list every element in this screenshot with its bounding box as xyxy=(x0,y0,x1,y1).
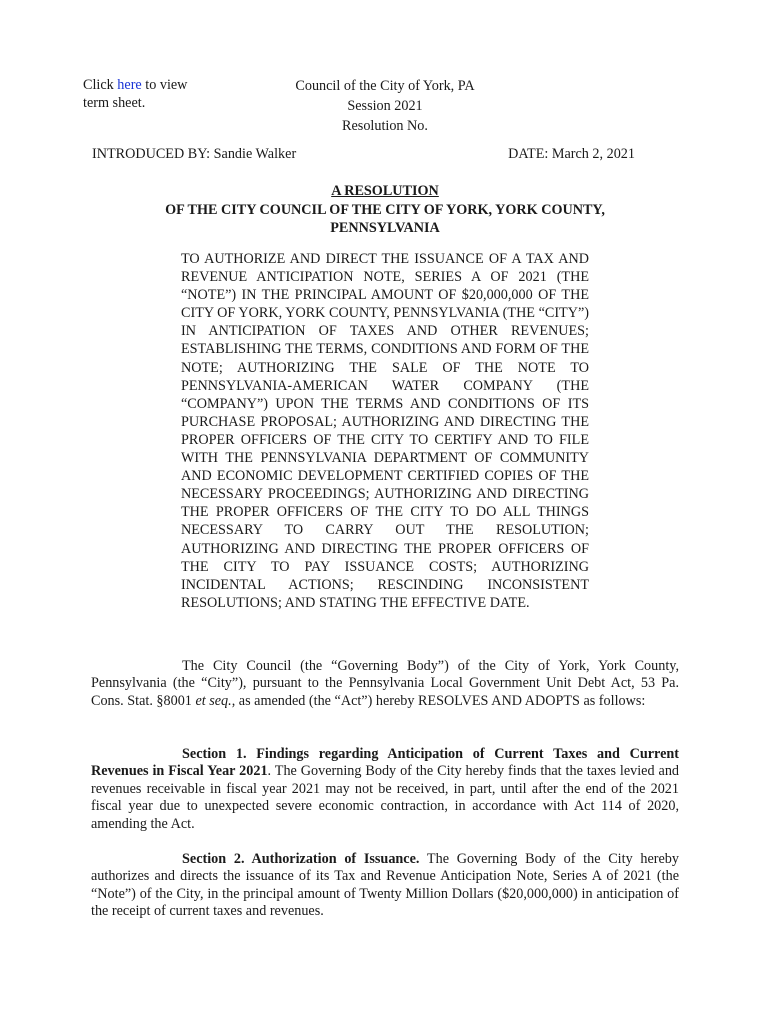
title-line1: A RESOLUTION xyxy=(331,183,439,199)
resolution-number: Resolution No. xyxy=(342,118,428,134)
intro-paragraph xyxy=(91,658,679,710)
title-line2: OF THE CITY COUNCIL OF THE CITY OF YORK, YORK COUNTY, xyxy=(165,201,605,218)
click-prefix: Click xyxy=(83,77,118,93)
title-line3: PENNSYLVANIA xyxy=(330,220,440,236)
term-sheet-link[interactable]: here xyxy=(117,77,142,93)
resolution-caption: TO AUTHORIZE AND DIRECT THE ISSUANCE OF A TAX AND REVENUE ANTICIPATION NOTE, SERIES A OF 2021 (THE “NOTE”) IN THE PRINCIPAL AMOUNT OF $20,000,000 OF THE CITY OF YORK, YORK COUNTY, PENNSYLVANIA (THE “CITY”) IN ANTICIPATION OF TAXES AND OTHER REVENUES; ESTABLISHING THE TERMS, CONDITIONS AND FORM OF THE NOTE; AUTHORIZING THE SALE OF THE NOTE TO PENNSYLVANIA-AMERICAN WATER COMPANY (THE “COMPANY”) UPON THE TERMS AND CONDITIONS OF ITS PURCHASE PROPOSAL; AUTHORIZING AND DIRECTING THE PROPER OFFICERS OF THE CITY TO CERTIFY AND TO FILE WITH THE PENNSYLVANIA DEPARTMENT OF COMMUNITY AND ECONOMIC DEVELOPMENT CERTIFIED COPIES OF THE NECESSARY PROCEEDINGS; AUTHORIZING AND DIRECTING THE PROPER OFFICERS OF THE CITY TO DO ALL THINGS NECESSARY TO CARRY OUT THE RESOLUTION; AUTHORIZING AND DIRECTING THE PROPER OFFICERS OF THE CITY TO PAY ISSUANCE COSTS; AUTHORIZING INCIDENTAL ACTIONS; RESCINDING INCONSISTENT RESOLUTIONS; AND STATING THE EFFECTIVE DATE. xyxy=(181,251,589,611)
resolution-title xyxy=(90,182,680,238)
section-2 xyxy=(91,851,679,921)
intro-text: The City Council (the “Governing Body”) of the City of York, York County, Pennsylvania (the “City”), pursuant to the Pennsylvania Local Government Unit Debt Act, 53 Pa. Cons. Stat. §8001 xyxy=(91,658,679,709)
intro-italic: et seq. xyxy=(195,692,232,709)
council-name: Council of the City of York, PA xyxy=(295,78,475,94)
click-line2: term sheet. xyxy=(83,95,146,111)
section-2-text: The Governing Body of the City hereby authorizes and directs the issuance of its Tax and Revenue Anticipation Note, Series A of 2021 (the “Note”) of the City, in the principal amount of Twenty Million Dollars ($20,000,000) in anticipation of the receipt of current taxes and revenues. xyxy=(91,851,679,920)
council-header xyxy=(250,76,520,136)
section-1 xyxy=(91,746,679,833)
intro-text-after: , as amended (the “Act”) hereby RESOLVES AND ADOPTS as follows: xyxy=(231,692,646,709)
section-1-heading: Section 1. Findings regarding Anticipation of Current Taxes and Current Revenues in Fiscal Year 2021 xyxy=(91,746,679,780)
resolution-date: DATE: March 2, 2021 xyxy=(508,146,635,162)
click-suffix: to view xyxy=(141,77,188,93)
session: Session 2021 xyxy=(347,98,423,114)
section-1-text: . The Governing Body of the City hereby finds that the taxes levied and revenues receivable in fiscal year 2021 may not be received, in part, until after the end of the 2021 fiscal year due to unexpected severe economic contraction, in accordance with Act 114 of 2020, amending the Act. xyxy=(91,763,680,832)
introduced-by: INTRODUCED BY: Sandie Walker xyxy=(92,146,297,162)
section-2-heading: Section 2. Authorization of Issuance. xyxy=(182,851,420,867)
term-sheet-note xyxy=(83,76,187,112)
